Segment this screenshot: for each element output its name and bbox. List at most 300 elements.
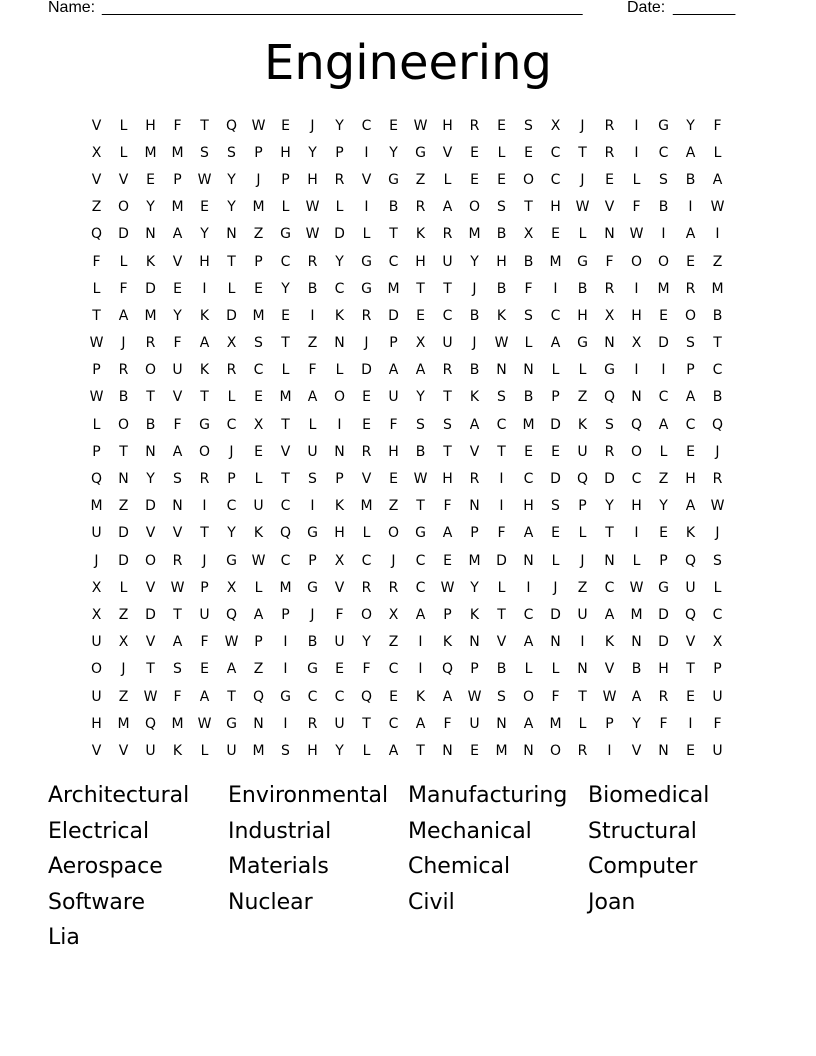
grid-cell: O (387, 525, 400, 542)
grid-cell: S (605, 416, 614, 433)
grid-cell: O (144, 552, 157, 569)
grid-cell: U (91, 525, 102, 542)
grid-cell: N (523, 742, 534, 759)
grid-cell: V (685, 634, 696, 651)
grid-cell: V (172, 389, 183, 406)
grid-cell: R (388, 579, 399, 596)
word-list-item: Lia (48, 925, 80, 950)
name-line: ______________________________________________________ (102, 0, 583, 16)
grid-cell: T (578, 688, 587, 705)
grid-cell: X (415, 335, 426, 352)
grid-cell: E (416, 307, 425, 324)
grid-cell: N (523, 362, 534, 379)
grid-cell: G (199, 416, 210, 433)
grid-cell: R (415, 199, 426, 216)
grid-cell: J (580, 552, 585, 569)
grid-cell: R (226, 362, 237, 379)
grid-cell: V (334, 579, 345, 596)
grid-cell: V (118, 171, 129, 188)
grid-cell: L (551, 362, 560, 379)
grid-cell: E (362, 389, 371, 406)
grid-cell: D (118, 525, 129, 542)
grid-cell: W (710, 498, 725, 515)
grid-cell: A (388, 362, 399, 379)
grid-cell: A (658, 416, 669, 433)
grid-cell: Q (225, 606, 238, 623)
grid-cell: D (145, 498, 156, 515)
grid-cell: G (361, 253, 372, 270)
grid-cell: C (631, 471, 642, 488)
grid-cell: K (253, 525, 264, 542)
grid-cell: L (362, 742, 371, 759)
grid-cell: Z (118, 606, 129, 623)
grid-cell: E (470, 171, 479, 188)
grid-cell: P (686, 362, 695, 379)
grid-cell: H (496, 253, 507, 270)
grid-cell: E (551, 443, 560, 460)
grid-cell: W (575, 199, 590, 216)
grid-cell: H (415, 253, 426, 270)
grid-cell: X (253, 416, 264, 433)
grid-cell: I (688, 199, 693, 216)
word-list-item: Software (48, 889, 145, 915)
grid-cell: X (91, 144, 102, 161)
grid-cell: J (553, 579, 558, 596)
grid-cell: I (688, 715, 693, 732)
grid-cell: N (145, 226, 156, 243)
grid-cell: W (413, 117, 428, 134)
word-list-item: Civil (408, 889, 455, 915)
grid-cell: C (280, 498, 291, 515)
grid-cell: U (307, 443, 318, 460)
grid-cell: M (495, 742, 508, 759)
grid-cell: I (202, 280, 207, 297)
grid-cell: O (657, 253, 670, 270)
grid-cell: F (335, 606, 344, 623)
grid-cell: Z (577, 389, 588, 406)
grid-cell: X (226, 579, 237, 596)
grid-cell: D (604, 471, 615, 488)
grid-cell: Z (658, 471, 669, 488)
grid-cell: A (442, 199, 453, 216)
grid-cell: N (469, 498, 480, 515)
grid-cell: O (468, 199, 481, 216)
grid-cell: Y (470, 253, 479, 270)
grid-cell: E (659, 525, 668, 542)
grid-cell: Q (630, 416, 643, 433)
grid-cell: W (629, 579, 644, 596)
grid-cell: S (497, 688, 506, 705)
grid-cell: A (523, 715, 534, 732)
grid-cell: L (335, 199, 344, 216)
grid-cell: B (712, 389, 723, 406)
grid-cell: B (523, 253, 534, 270)
grid-cell: R (307, 715, 318, 732)
grid-cell: I (364, 144, 369, 161)
grid-cell: V (118, 742, 129, 759)
grid-cell: S (524, 307, 533, 324)
grid-cell: O (549, 742, 562, 759)
grid-cell: N (577, 661, 588, 678)
grid-cell: C (307, 688, 318, 705)
grid-cell: K (442, 634, 453, 651)
grid-cell: D (388, 307, 399, 324)
grid-cell: P (389, 335, 398, 352)
grid-cell: W (440, 579, 455, 596)
grid-cell: S (200, 144, 209, 161)
grid-cell: F (659, 715, 668, 732)
grid-cell: H (631, 498, 642, 515)
grid-cell: S (686, 335, 695, 352)
grid-cell: L (281, 362, 290, 379)
grid-cell: M (252, 199, 265, 216)
grid-cell: H (145, 117, 156, 134)
grid-cell: H (334, 525, 345, 542)
grid-cell: P (551, 389, 560, 406)
grid-cell: E (497, 117, 506, 134)
grid-cell: J (364, 335, 369, 352)
grid-cell: N (658, 742, 669, 759)
grid-cell: X (631, 335, 642, 352)
grid-cell: B (415, 443, 426, 460)
grid-cell: L (497, 144, 506, 161)
grid-cell: P (335, 471, 344, 488)
grid-cell: M (252, 742, 265, 759)
grid-cell: I (607, 742, 612, 759)
grid-cell: W (710, 199, 725, 216)
grid-cell: L (713, 579, 722, 596)
grid-cell: V (280, 443, 291, 460)
grid-cell: E (524, 443, 533, 460)
grid-cell: Y (389, 144, 398, 161)
word-list-item: Industrial (228, 818, 332, 844)
grid-cell: D (658, 606, 669, 623)
grid-cell: S (497, 389, 506, 406)
grid-cell: N (631, 634, 642, 651)
grid-cell: X (118, 634, 129, 651)
grid-cell: V (91, 117, 102, 134)
grid-cell: T (200, 117, 209, 134)
grid-cell: M (549, 253, 562, 270)
grid-cell: W (197, 715, 212, 732)
grid-cell: F (443, 715, 452, 732)
grid-cell: H (307, 742, 318, 759)
grid-cell: M (630, 606, 643, 623)
grid-cell: U (712, 688, 723, 705)
grid-cell: K (415, 688, 426, 705)
grid-cell: Q (576, 471, 589, 488)
grid-cell: G (577, 253, 588, 270)
grid-cell: I (553, 280, 558, 297)
grid-cell: D (658, 335, 669, 352)
grid-cell: L (578, 525, 587, 542)
grid-cell: V (91, 742, 102, 759)
grid-cell: I (418, 661, 423, 678)
grid-cell: A (442, 525, 453, 542)
grid-cell: F (605, 253, 614, 270)
grid-cell: J (229, 443, 234, 460)
grid-cell: R (145, 335, 156, 352)
grid-cell: Y (227, 525, 236, 542)
grid-cell: T (713, 335, 722, 352)
grid-cell: G (307, 661, 318, 678)
grid-cell: V (172, 525, 183, 542)
grid-cell: M (279, 389, 292, 406)
word-list-item: Mechanical (408, 818, 532, 844)
grid-cell: O (360, 606, 373, 623)
grid-cell: F (173, 117, 182, 134)
grid-cell: L (659, 443, 668, 460)
grid-cell: N (631, 389, 642, 406)
grid-cell: U (469, 715, 480, 732)
grid-cell: D (658, 634, 669, 651)
grid-cell: K (172, 742, 183, 759)
grid-cell: F (308, 362, 317, 379)
grid-cell: I (499, 471, 504, 488)
grid-cell: T (146, 389, 155, 406)
grid-cell: S (308, 471, 317, 488)
grid-cell: V (631, 742, 642, 759)
grid-cell: I (526, 579, 531, 596)
grid-cell: L (632, 552, 641, 569)
grid-cell: S (254, 335, 263, 352)
grid-cell: E (551, 226, 560, 243)
grid-cell: Y (227, 199, 236, 216)
grid-cell: B (496, 280, 507, 297)
grid-cell: O (630, 443, 643, 460)
grid-cell: O (198, 443, 211, 460)
grid-cell: J (121, 335, 126, 352)
grid-cell: D (550, 416, 561, 433)
grid-cell: S (551, 498, 560, 515)
grid-cell: Q (360, 688, 373, 705)
grid-cell: V (604, 199, 615, 216)
grid-cell: J (310, 606, 315, 623)
grid-cell: F (443, 498, 452, 515)
grid-cell: O (117, 199, 130, 216)
grid-cell: A (172, 634, 183, 651)
grid-cell: W (197, 171, 212, 188)
grid-cell: Y (227, 171, 236, 188)
grid-cell: E (686, 443, 695, 460)
grid-cell: G (361, 280, 372, 297)
grid-cell: M (549, 715, 562, 732)
grid-cell: J (472, 335, 477, 352)
grid-cell: D (226, 307, 237, 324)
grid-cell: M (252, 307, 265, 324)
grid-cell: H (631, 307, 642, 324)
grid-cell: F (551, 688, 560, 705)
grid-cell: K (604, 634, 615, 651)
grid-cell: P (659, 552, 668, 569)
grid-cell: A (685, 389, 696, 406)
grid-cell: E (470, 144, 479, 161)
grid-cell: W (89, 389, 104, 406)
grid-cell: A (415, 362, 426, 379)
grid-cell: I (499, 498, 504, 515)
grid-cell: P (281, 171, 290, 188)
grid-cell: X (226, 335, 237, 352)
grid-cell: N (604, 226, 615, 243)
grid-cell: A (199, 335, 210, 352)
grid-cell: F (524, 280, 533, 297)
grid-cell: H (577, 307, 588, 324)
grid-cell: Z (712, 253, 723, 270)
grid-cell: P (254, 253, 263, 270)
grid-cell: K (199, 362, 210, 379)
grid-cell: B (469, 362, 480, 379)
grid-cell: I (283, 634, 288, 651)
grid-cell: I (418, 634, 423, 651)
grid-cell: O (684, 307, 697, 324)
grid-cell: Y (470, 579, 479, 596)
grid-cell: F (119, 280, 128, 297)
grid-cell: E (605, 171, 614, 188)
grid-cell: Q (252, 688, 265, 705)
grid-cell: I (283, 661, 288, 678)
grid-cell: P (227, 471, 236, 488)
grid-cell: I (364, 199, 369, 216)
grid-cell: L (578, 715, 587, 732)
grid-cell: F (173, 416, 182, 433)
grid-cell: P (605, 715, 614, 732)
grid-cell: D (145, 606, 156, 623)
grid-cell: M (144, 307, 157, 324)
grid-cell: L (119, 253, 128, 270)
word-list-item: Materials (228, 854, 329, 879)
grid-cell: L (281, 199, 290, 216)
grid-cell: L (119, 579, 128, 596)
grid-cell: E (173, 280, 182, 297)
grid-cell: T (362, 715, 371, 732)
grid-cell: M (171, 199, 184, 216)
grid-cell: L (551, 661, 560, 678)
grid-cell: C (523, 471, 534, 488)
grid-cell: R (361, 307, 372, 324)
grid-cell: L (497, 579, 506, 596)
grid-cell: D (118, 226, 129, 243)
grid-cell: Z (577, 579, 588, 596)
grid-cell: U (685, 579, 696, 596)
grid-cell: P (308, 552, 317, 569)
grid-cell: H (280, 144, 291, 161)
word-list-item: Environmental (228, 783, 389, 808)
grid-cell: W (305, 226, 320, 243)
grid-cell: C (280, 552, 291, 569)
grid-cell: N (172, 498, 183, 515)
grid-cell: G (280, 226, 291, 243)
grid-cell: N (226, 226, 237, 243)
grid-cell: A (415, 715, 426, 732)
grid-cell: Y (659, 498, 668, 515)
grid-cell: J (580, 171, 585, 188)
grid-cell: U (577, 606, 588, 623)
grid-cell: N (469, 634, 480, 651)
grid-cell: W (143, 688, 158, 705)
grid-cell: L (119, 117, 128, 134)
grid-cell: Z (415, 171, 426, 188)
grid-cell: O (522, 171, 535, 188)
grid-cell: Y (281, 280, 290, 297)
grid-cell: K (577, 416, 588, 433)
grid-cell: C (226, 416, 237, 433)
grid-cell: M (279, 579, 292, 596)
grid-cell: B (523, 389, 534, 406)
grid-cell: T (146, 661, 155, 678)
grid-cell: K (469, 606, 480, 623)
grid-cell: V (361, 171, 372, 188)
word-list-item: Chemical (408, 854, 511, 879)
grid-cell: I (310, 498, 315, 515)
grid-cell: R (604, 117, 615, 134)
grid-cell: S (713, 552, 722, 569)
grid-cell: A (307, 389, 318, 406)
grid-cell: P (713, 661, 722, 678)
grid-cell: L (524, 661, 533, 678)
grid-cell: U (334, 634, 345, 651)
grid-cell: Y (335, 117, 344, 134)
grid-cell: C (685, 416, 696, 433)
grid-cell: Y (362, 634, 371, 651)
grid-cell: G (415, 144, 426, 161)
grid-cell: D (334, 226, 345, 243)
grid-cell: R (334, 171, 345, 188)
date-label: Date: (627, 0, 666, 16)
grid-cell: R (442, 226, 453, 243)
grid-cell: I (634, 117, 639, 134)
grid-cell: I (580, 634, 585, 651)
grid-cell: R (361, 443, 372, 460)
grid-cell: A (685, 498, 696, 515)
grid-cell: E (254, 389, 263, 406)
grid-cell: C (388, 661, 399, 678)
grid-cell: I (661, 362, 666, 379)
grid-cell: A (685, 226, 696, 243)
grid-cell: T (605, 525, 614, 542)
grid-cell: L (92, 280, 101, 297)
grid-cell: G (604, 362, 615, 379)
page-title: Engineering (264, 35, 552, 91)
grid-cell: N (550, 634, 561, 651)
grid-cell: S (443, 416, 452, 433)
grid-cell: K (334, 498, 345, 515)
grid-cell: Z (388, 634, 399, 651)
grid-cell: V (361, 471, 372, 488)
grid-cell: L (254, 579, 263, 596)
grid-cell: N (334, 443, 345, 460)
grid-cell: U (91, 688, 102, 705)
grid-cell: C (550, 171, 561, 188)
grid-cell: T (524, 199, 533, 216)
grid-cell: S (173, 471, 182, 488)
grid-cell: N (604, 335, 615, 352)
grid-cell: Z (253, 661, 264, 678)
grid-cell: W (305, 199, 320, 216)
grid-cell: E (362, 416, 371, 433)
grid-cell: K (469, 389, 480, 406)
grid-cell: K (199, 307, 210, 324)
grid-cell: B (496, 226, 507, 243)
grid-cell: M (117, 715, 130, 732)
grid-cell: R (469, 471, 480, 488)
grid-cell: G (658, 579, 669, 596)
grid-cell: G (307, 525, 318, 542)
grid-cell: E (281, 117, 290, 134)
grid-cell: X (523, 226, 534, 243)
grid-cell: Q (684, 552, 697, 569)
grid-cell: U (253, 498, 264, 515)
grid-cell: V (469, 443, 480, 460)
